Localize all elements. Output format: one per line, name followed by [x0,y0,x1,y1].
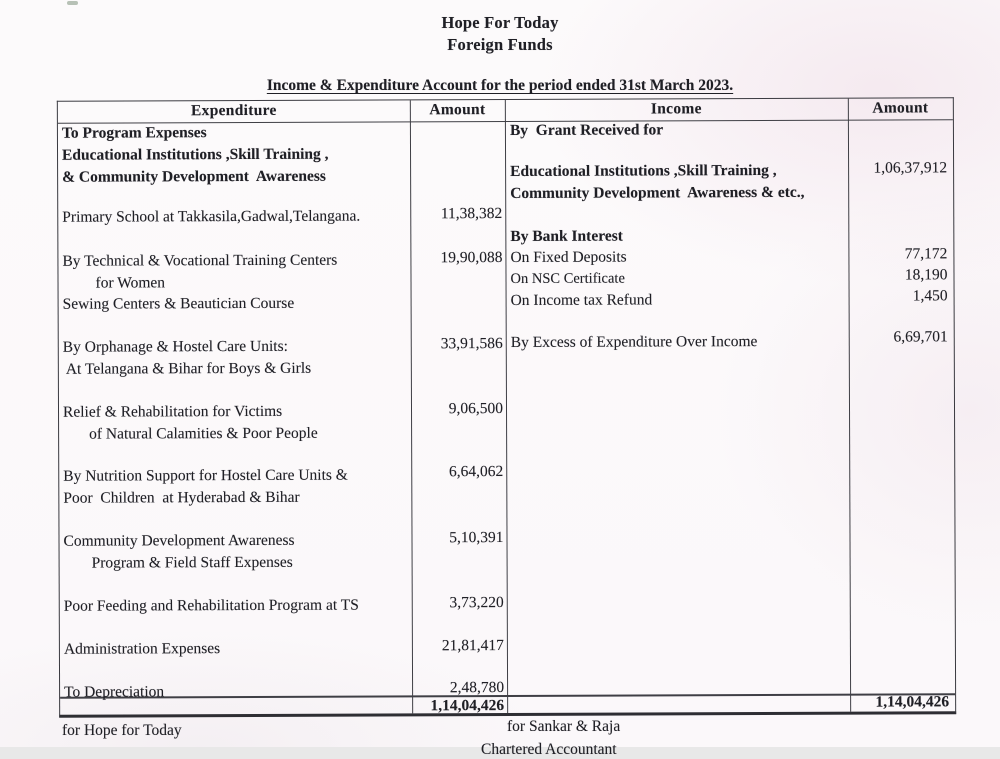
signature-left: for Hope for Today [62,722,182,739]
expense-amount: 5,10,391 [449,529,504,547]
col-header-expenditure-amount: Amount [429,101,486,119]
signature-right-role: Chartered Accountant [481,741,617,758]
col-header-expenditure: Expenditure [190,101,277,120]
expense-amount: 19,90,088 [440,249,503,267]
expenditure-total: 1,14,04,426 [430,697,505,715]
expense-line: At Telangana & Bihar for Boys & Girls [65,359,312,378]
income-amount: 77,172 [904,245,948,263]
income-amount: 1,06,37,912 [873,159,948,177]
expense-amount: 33,91,586 [440,335,503,353]
org-name: Hope For Today [441,13,559,32]
expense-line: Administration Expenses [63,640,221,658]
scan-artifact [67,1,78,5]
income-line: Educational Institutions ,Skill Training , [510,161,777,180]
expense-line: By Nutrition Support for Hostel Care Units & [63,466,348,485]
income-line: By Excess of Expenditure Over Income [510,333,758,351]
expense-line: By Technical & Vocational Training Centers [62,251,338,270]
income-line: By Bank Interest [510,227,623,245]
expense-line: To Program Expenses [61,124,207,142]
expense-line: To Depreciation [64,683,165,701]
income-line: Community Development Awareness & etc., [510,183,805,202]
expense-line: Sewing Centers & Beautician Course [62,294,295,313]
expense-line: Program & Field Staff Expenses [91,553,293,572]
signature-right: for Sankar & Raja [507,718,621,735]
expense-line: & Community Development Awareness [62,167,326,186]
income-amount: 18,190 [904,266,948,284]
expense-amount: 2,48,780 [449,679,505,697]
expense-amount: 3,73,220 [449,594,504,612]
expense-line: Relief & Rehabilitation for Victims [62,402,283,421]
income-expenditure-table [57,97,956,717]
expense-line: of Natural Calamities & Poor People [89,424,318,443]
column-divider [410,100,414,713]
income-total: 1,14,04,426 [875,693,950,711]
expense-amount: 11,38,382 [440,205,503,223]
statement-title: Income & Expenditure Account for the period ended 31st March 2023. [266,77,734,94]
col-header-income-amount: Amount [872,99,929,117]
income-line: On Income tax Refund [510,291,653,309]
income-line: On NSC Certificate [510,270,625,287]
expense-line: Poor Feeding and Rehabilitation Program at TS [63,596,359,615]
expense-line: Primary School at Takkasila,Gadwal,Telangana. [62,207,361,226]
expense-amount: 9,06,500 [448,400,504,418]
income-line: On Fixed Deposits [510,248,627,266]
expense-amount: 6,64,062 [448,463,504,481]
income-line: By Grant Received for [509,121,664,139]
income-amount: 6,69,701 [893,328,948,346]
income-amount: 1,450 [912,287,948,305]
column-divider [505,100,509,713]
expense-line: Community Development Awareness [63,531,295,550]
expense-amount: 21,81,417 [441,637,504,655]
expense-line: for Women [95,274,166,292]
column-divider [848,99,852,712]
col-header-income: Income [650,100,702,118]
fund-title: Foreign Funds [447,35,553,54]
expense-line: Educational Institutions ,Skill Training , [61,145,329,164]
expense-line: By Orphanage & Hostel Care Units: [62,337,288,356]
expense-line: Poor Children at Hyderabad & Bihar [63,488,300,507]
